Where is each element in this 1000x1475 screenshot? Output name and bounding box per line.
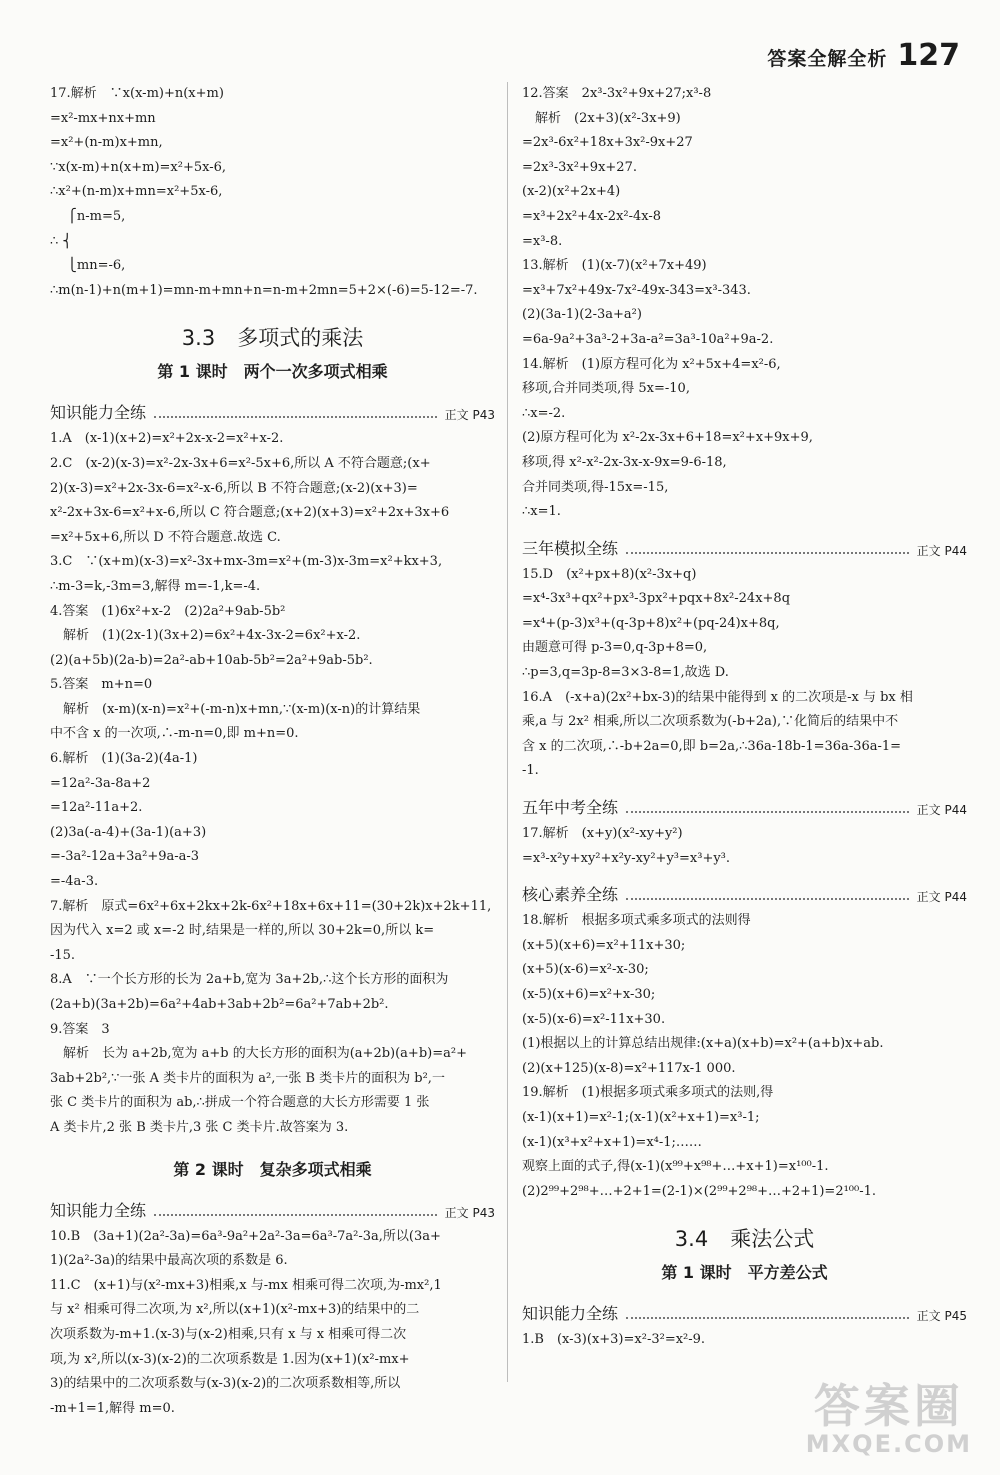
text-line: 因为代入 x=2 或 x=-2 时,结果是一样的,所以 30+2k=0,所以 k= [50, 923, 435, 939]
answer-block [522, 822, 967, 871]
text-line: ⎩mn=-6, [50, 258, 126, 274]
text-line: -15. [50, 947, 76, 963]
dotted-leader [626, 811, 909, 813]
text-line: =x⁴-3x³+qx²+px³-3px²+pqx+8x²-24x+8q [522, 591, 791, 607]
left-column [50, 82, 495, 1421]
text-line: 移项,得 x²-x²-2x-3x-x-9x=9-6-18, [522, 454, 727, 470]
text-line: 4.答案 (1)6x²+x-2 (2)2a²+9ab-5b² [50, 603, 286, 619]
text-line: 2.C (x-2)(x-3)=x²-2x-3x+6=x²-5x+6,所以 A 不符合题意;(x+ [50, 455, 431, 471]
text-line: =12a²-3a-8a+2 [50, 775, 151, 791]
text-line: (x-5)(x+6)=x²+x-30; [522, 987, 656, 1002]
bar-title: 知识能力全练 [50, 1200, 147, 1220]
text-line: 解析 (1)(2x-1)(3x+2)=6x²+4x-3x-2=6x²+x-2. [50, 628, 361, 644]
page-reference: 正文 P44 [916, 543, 967, 558]
section-number: 3.4 [674, 1227, 709, 1252]
bar-title: 知识能力全练 [50, 403, 147, 423]
text-line: 10.B (3a+1)(2a²-3a)=6a³-9a²+2a²-3a=6a³-7a²-3a,所以(3a+ [50, 1228, 441, 1244]
text-line: x²-2x+3x-6=x²+x-6,所以 C 符合题意;(x+2)(x+3)=x²+2x+3x+6 [50, 505, 450, 521]
answer-block-17 [50, 82, 495, 303]
bar-title: 三年模拟全练 [522, 538, 619, 558]
text-line: 次项系数为-m+1.(x-3)与(x-2)相乘,只有 x 与 x 相乘可得二次 [50, 1326, 407, 1342]
text-line: 8.A ∵一个长方形的长为 2a+b,宽为 3a+2b,∴这个长方形的面积为 [50, 972, 449, 988]
text-line: 1.A (x-1)(x+2)=x²+2x-x-2=x²+x-2. [50, 431, 284, 447]
section-bar [50, 389, 495, 423]
text-line: ⎧n-m=5, [50, 208, 126, 224]
text-line: 解析 (2x+3)(x²-3x+9) [522, 110, 681, 126]
text-line: 13.解析 (1)(x-7)(x²+7x+49) [522, 258, 707, 274]
section-title: 多项式的乘法 [237, 326, 364, 351]
text-line: =x²+5x+6,所以 D 不符合题意.故选 C. [50, 529, 281, 545]
answer-block [50, 1225, 495, 1422]
text-line: (2)(a+5b)(2a-b)=2a²-ab+10ab-5b²=2a²+9ab-5b². [50, 652, 373, 668]
text-line: 14.解析 (1)原方程可化为 x²+5x+4=x²-6, [522, 356, 781, 372]
page-reference: 正文 P44 [916, 803, 967, 818]
text-line: 15.D (x²+px+8)(x²-3x+q) [522, 566, 697, 582]
lesson-title: 第 1 课时 两个一次多项式相乘 [157, 362, 388, 382]
section-heading-3-3 [50, 321, 495, 355]
text-line: 移项,合并同类项,得 5x=-10, [522, 381, 690, 397]
text-line: =x⁴+(p-3)x³+(q-3p+8)x²+(pq-24)x+8q, [522, 615, 780, 631]
text-line: ∵x(x-m)+n(x+m)=x²+5x-6, [50, 159, 227, 175]
text-line: 9.答案 3 [50, 1021, 110, 1037]
text-line: (x-1)(x+1)=x²-1;(x-1)(x²+x+1)=x³-1; [522, 1109, 760, 1125]
watermark-logo [806, 1381, 972, 1457]
page-reference: 正文 P43 [444, 1205, 495, 1220]
text-line: =x²-mx+nx+mn [50, 110, 156, 126]
text-line: 16.A (-x+a)(2x²+bx-3)的结果中能得到 x 的二次项是-x 与 bx 相 [522, 689, 913, 705]
text-line: =-3a²-12a+3a²+9a-a-3 [50, 849, 200, 865]
answer-block [522, 563, 967, 784]
header-title: 答案全解全析 [767, 48, 888, 70]
text-line: (x-1)(x³+x²+x+1)=x⁴-1;…… [522, 1134, 702, 1150]
answer-block [522, 82, 967, 525]
text-line: ∴x²+(n-m)x+mn=x²+5x-6, [50, 184, 223, 200]
text-line: 解析 (x-m)(x-n)=x²+(-m-n)x+mn,∵(x-m)(x-n)的计算结果 [50, 701, 421, 717]
text-line: (x-5)(x-6)=x²-11x+30. [522, 1011, 666, 1027]
lesson-title: 第 2 课时 复杂多项式相乘 [173, 1159, 372, 1179]
text-line: 解析 长为 a+2b,宽为 a+b 的大长方形的面积为(a+2b)(a+b)=a²+ [50, 1046, 467, 1062]
page-reference: 正文 P43 [444, 408, 495, 423]
answer-block [522, 1328, 967, 1353]
section-bar [522, 525, 967, 559]
watermark-text: 答案圈 [813, 1379, 964, 1433]
dotted-leader [154, 416, 437, 418]
text-line: 1)(2a²-3a)的结果中最高次项的系数是 6. [50, 1253, 288, 1269]
text-line: 7.解析 原式=6x²+6x+2kx+2k-6x²+18x+6x+11=(30+2k)x+2k+11, [50, 898, 492, 914]
text-line: 乘,a 与 2x² 相乘,所以二次项系数为(-b+2a),∵化简后的结果中不 [522, 714, 899, 730]
text-line: 6.解析 (1)(3a-2)(4a-1) [50, 751, 198, 767]
text-line: 2)(x-3)=x²+2x-3x-6=x²-x-6,所以 B 不符合题意;(x-2)(x+3)= [50, 480, 418, 496]
text-line: 张 C 类卡片的面积为 ab,∴拼成一个符合题意的大长方形需要 1 张 [50, 1095, 430, 1111]
text-line: 11.C (x+1)与(x²-mx+3)相乘,x 与-mx 相乘可得二次项,为-mx²,1 [50, 1277, 442, 1293]
section-number: 3.3 [181, 326, 216, 351]
text-line: A 类卡片,2 张 B 类卡片,3 张 C 类卡片.故答案为 3. [50, 1119, 349, 1135]
text-line: ∴x=1. [522, 504, 561, 520]
page-header [767, 38, 960, 73]
text-line: (2)2⁹⁹+2⁹⁸+…+2+1=(2-1)×(2⁹⁹+2⁹⁸+…+2+1)=2¹⁰⁰-1. [522, 1183, 877, 1199]
text-line: (2)原方程可化为 x²-2x-3x+6+18=x²+x+9x+9, [522, 430, 813, 446]
text-line: (2)(3a-1)(2-3a+a²) [522, 307, 642, 323]
text-line: =2x³-3x²+9x+27. [522, 159, 637, 175]
text-line: (2)3a(-a-4)+(3a-1)(a+3) [50, 824, 207, 840]
dotted-leader [626, 1317, 909, 1319]
text-line: ∴m(n-1)+n(m+1)=mn-m+mn+n=n-m+2mn=5+2×(-6)=5-12=-7. [50, 282, 478, 298]
text-line: 由题意可得 p-3=0,q-3p+8=0, [522, 640, 708, 656]
bar-title: 五年中考全练 [522, 798, 619, 818]
section-bar [50, 1187, 495, 1221]
text-line: ∴x=-2. [522, 405, 566, 421]
text-line: 含 x 的二次项,∴-b+2a=0,即 b=2a,∴36a-18b-1=36a-36a-1= [522, 738, 902, 754]
column-divider [507, 82, 508, 1382]
text-line: 3.C ∵(x+m)(x-3)=x²-3x+mx-3m=x²+(m-3)x-3m=x²+kx+3, [50, 554, 443, 570]
text-line: =-4a-3. [50, 874, 99, 890]
text-line: 18.解析 根据多项式乘多项式的法则得 [522, 913, 751, 929]
text-line: 项,为 x²,所以(x-3)(x-2)的二次项系数是 1.因为(x+1)(x²-mx+ [50, 1351, 410, 1367]
text-line: ∴m-3=k,-3m=3,解得 m=-1,k=-4. [50, 578, 261, 594]
watermark-url: MXQE.COM [805, 1430, 972, 1458]
text-line: 3ab+2b²,∵一张 A 类卡片的面积为 a²,一张 B 类卡片的面积为 b²,一 [50, 1070, 445, 1086]
text-line: =12a²-11a+2. [50, 800, 143, 816]
text-line: 19.解析 (1)根据多项式乘多项式的法则,得 [522, 1085, 774, 1101]
right-column [522, 82, 967, 1353]
answer-block [522, 909, 967, 1204]
text-line: ∴ ⎨ [50, 233, 73, 249]
page-number: 127 [897, 38, 960, 73]
section-bar [522, 784, 967, 818]
text-line: 5.答案 m+n=0 [50, 677, 153, 693]
text-line: (1)根据以上的计算总结出规律:(x+a)(x+b)=x²+(a+b)x+ab. [522, 1036, 884, 1052]
text-line: 3)的结果中的二次项系数与(x-3)(x-2)的二次项系数相等,所以 [50, 1376, 401, 1392]
text-line: =x³+2x²+4x-2x²-4x-8 [522, 208, 662, 224]
text-line: 合并同类项,得-15x=-15, [522, 479, 669, 495]
bar-title: 知识能力全练 [522, 1304, 619, 1324]
page-reference: 正文 P44 [916, 890, 967, 905]
page-reference: 正文 P45 [916, 1309, 967, 1324]
text-line: -m+1=1,解得 m=0. [50, 1400, 175, 1416]
section-heading-3-4 [522, 1222, 967, 1256]
text-line: (x+5)(x+6)=x²+11x+30; [522, 937, 686, 953]
text-line: 观察上面的式子,得(x-1)(x⁹⁹+x⁹⁸+…+x+1)=x¹⁰⁰-1. [522, 1159, 829, 1175]
text-line: 1.B (x-3)(x+3)=x²-3²=x²-9. [522, 1332, 706, 1348]
section-title: 乘法公式 [730, 1227, 815, 1252]
answer-block [50, 427, 495, 1140]
text-line: 17.解析 (x+y)(x²-xy+y²) [522, 826, 683, 842]
text-line: =x³+7x²+49x-7x²-49x-343=x³-343. [522, 282, 751, 298]
dotted-leader [626, 898, 909, 900]
dotted-leader [626, 552, 909, 554]
text-line: ∴p=3,q=3p-8=3×3-8=1,故选 D. [522, 665, 729, 681]
text-line: 与 x² 相乘可得二次项,为 x²,所以(x+1)(x²-mx+3)的结果中的二 [50, 1302, 420, 1318]
text-line: =x³-8. [522, 233, 563, 249]
text-line: (x+5)(x-6)=x²-x-30; [522, 962, 649, 978]
bar-title: 核心素养全练 [522, 885, 619, 905]
text-line: 中不含 x 的一次项,∴-m-n=0,即 m+n=0. [50, 726, 299, 742]
text-line: 12.答案 2x³-3x²+9x+27;x³-8 [522, 86, 712, 101]
text-line: =x³-x²y+xy²+x²y-xy²+y³=x³+y³. [522, 850, 731, 866]
text-line: -1. [522, 763, 539, 779]
text-line: (2)(x+125)(x-8)=x²+117x-1 000. [522, 1060, 736, 1076]
dotted-leader [154, 1214, 437, 1216]
text-line: =x²+(n-m)x+mn, [50, 135, 163, 151]
lesson-title: 第 1 课时 平方差公式 [661, 1263, 828, 1283]
text-line: =2x³-6x²+18x+3x²-9x+27 [522, 135, 693, 151]
section-bar [522, 871, 967, 905]
text-line: 17.解析 ∵x(x-m)+n(x+m) [50, 86, 224, 101]
text-line: (x-2)(x²+2x+4) [522, 184, 621, 200]
text-line: =6a-9a²+3a³-2+3a-a²=3a³-10a²+9a-2. [522, 331, 774, 347]
text-line: (2a+b)(3a+2b)=6a²+4ab+3ab+2b²=6a²+7ab+2b². [50, 997, 389, 1012]
section-bar [522, 1290, 967, 1324]
